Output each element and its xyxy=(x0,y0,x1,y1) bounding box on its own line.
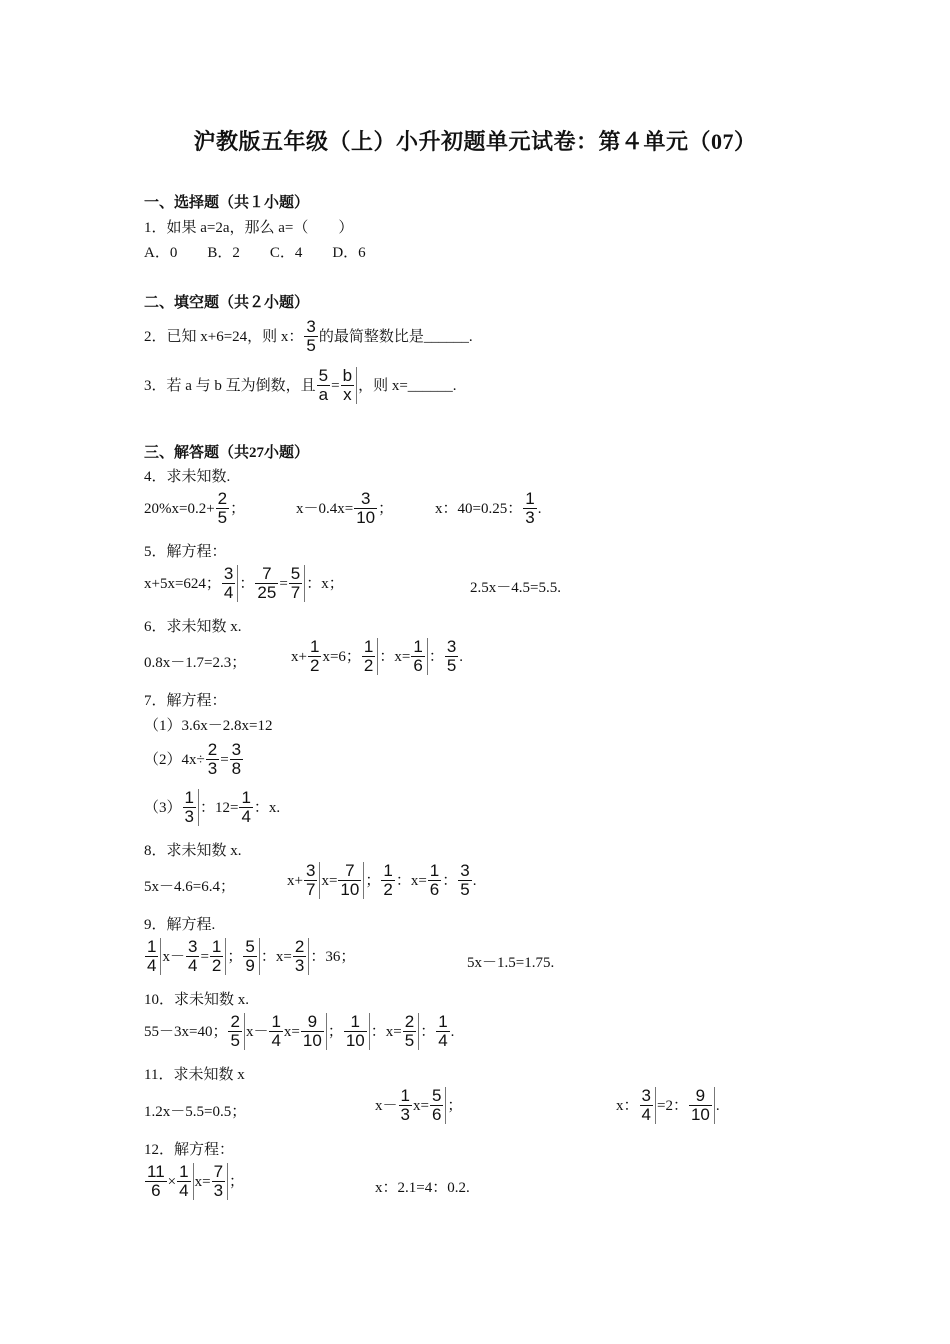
fraction: $\frac{3}{4}$ xyxy=(187,937,198,975)
question-10-label: 10．求未知数 x. xyxy=(144,992,250,1008)
question-5-eq2: 2.5x－4.5=5.5. xyxy=(470,580,561,596)
fraction: $\frac{1}{4}$ xyxy=(438,1012,448,1050)
question-1-options: A．0 B．2 C．4 D．6 xyxy=(144,245,366,261)
question-4-label: 4．求未知数. xyxy=(144,469,231,485)
fraction: $\frac{b}{x}$ xyxy=(341,367,357,404)
fraction: $\frac{2}{5}$ xyxy=(228,1013,244,1050)
question-4-eq3: x：40=0.25： $\frac{1}{3}$ . xyxy=(435,489,542,527)
question-7-eq2: （2）4x÷ $\frac{2}{3}$ = $\frac{3}{8}$ xyxy=(144,740,242,778)
section-heading-choice: 一、选择题（共１小题） xyxy=(144,195,310,211)
fraction: $\frac{7}{3}$ xyxy=(212,1163,228,1200)
fraction: $\frac{1}{3}$ xyxy=(400,1086,410,1124)
question-8-eq2: x+ $\frac{3}{7}$ x= $\frac{7}{10}$ ； $\frac{1}{2}$ ：x= $\frac{1}{6}$ ： $\frac{3}{5}$ . xyxy=(287,861,477,899)
fraction: $\frac{11}{6}$ xyxy=(147,1162,165,1200)
question-9-eq2: 5x－1.5=1.75. xyxy=(467,955,555,971)
question-4-eq1: 20%x=0.2+ $\frac{2}{5}$ ； xyxy=(144,489,246,527)
question-3 xyxy=(144,367,457,404)
question-3-text: 3．若 a 与 b 互为倒数，且 xyxy=(144,377,316,394)
question-12-eq1: $\frac{11}{6}$ × $\frac{1}{4}$ x= $\frac{7}{3}$ ； xyxy=(147,1162,245,1200)
fraction: $\frac{1}{2}$ xyxy=(383,861,393,899)
fraction: $\frac{3}{8}$ xyxy=(231,740,242,778)
fraction: $\frac{1}{2}$ xyxy=(309,637,320,675)
question-6-eq2: x+ $\frac{1}{2}$ x=6； $\frac{1}{2}$ ：x= $\frac{1}{6}$ ： $\frac{3}{5}$ . xyxy=(291,637,464,675)
question-11-label: 11．求未知数 x xyxy=(144,1067,245,1083)
fraction: $\frac{1}{2}$ xyxy=(362,638,378,675)
question-10-eq1: 55－3x=40； $\frac{2}{5}$ x－ $\frac{1}{4}$ x= $\frac{9}{10}$ ； $\frac{1}{10}$ ：x= $\frac{2}{5}$ ： $\frac{1}{4}$ . xyxy=(144,1012,455,1050)
section-heading-fill: 二、填空题（共２小题） xyxy=(144,295,310,311)
fraction: $\frac{3}{5}$ xyxy=(306,317,316,355)
fraction: $\frac{9}{10}$ xyxy=(301,1013,327,1050)
fraction: $\frac{1}{3}$ xyxy=(183,789,199,826)
question-2 xyxy=(144,318,473,355)
fraction: $\frac{2}{5}$ xyxy=(403,1013,419,1050)
question-12-eq2: x：2.1=4：0.2. xyxy=(375,1180,470,1196)
question-8-eq1: 5x－4.6=6.4； xyxy=(144,879,235,895)
fraction: $\frac{1}{6}$ xyxy=(429,861,440,899)
fraction: $\frac{2}{3}$ xyxy=(293,938,309,975)
question-11-eq3: x： $\frac{3}{4}$ =2： $\frac{9}{10}$ . xyxy=(616,1086,720,1124)
question-2-tail: 的最简整数比是______. xyxy=(318,328,473,345)
question-5-eq1: x+5x=624； $\frac{3}{4}$ ： $\frac{7}{25}$ = $\frac{5}{7}$ ：x； xyxy=(144,564,344,602)
question-9-eq1: $\frac{1}{4}$ x－ $\frac{3}{4}$ = $\frac{1}{2}$ ； $\frac{5}{9}$ ：x= $\frac{2}{3}$ ：36； xyxy=(147,937,356,975)
fraction: $\frac{3}{5}$ xyxy=(460,861,470,899)
fraction: $\frac{1}{4}$ xyxy=(271,1012,281,1050)
question-6-label: 6．求未知数 x. xyxy=(144,619,242,635)
question-1-stem: 1．如果 a=2a，那么 a=（ ） xyxy=(144,220,354,236)
fraction: $\frac{7}{25}$ xyxy=(257,564,277,602)
fraction: $\frac{1}{3}$ xyxy=(525,489,535,527)
question-7-eq1: （1）3.6x－2.8x=12 xyxy=(144,718,273,734)
fraction: $\frac{3}{5}$ xyxy=(446,637,457,675)
fraction: $\frac{1}{6}$ xyxy=(411,638,427,675)
fraction: $\frac{1}{4}$ xyxy=(145,938,161,975)
fraction: $\frac{1}{4}$ xyxy=(177,1163,193,1200)
fraction: $\frac{1}{10}$ xyxy=(344,1013,370,1050)
fraction: $\frac{1}{2}$ xyxy=(210,938,226,975)
fraction: $\frac{5}{7}$ xyxy=(289,565,305,602)
question-7-eq3: （3） $\frac{1}{3}$ ：12= $\frac{1}{4}$ ：x. xyxy=(144,788,281,826)
fraction: $\frac{7}{10}$ xyxy=(338,862,364,899)
question-12-label: 12．解方程： xyxy=(144,1142,235,1158)
fraction: $\frac{3}{10}$ xyxy=(356,489,376,527)
question-11-eq1: 1.2x－5.5=0.5； xyxy=(144,1104,247,1120)
fraction: $\frac{2}{5}$ xyxy=(217,489,228,527)
question-7-label: 7．解方程： xyxy=(144,693,227,709)
fraction: $\frac{3}{4}$ xyxy=(640,1087,656,1124)
fraction: $\frac{5}{9}$ xyxy=(243,938,259,975)
question-8-label: 8．求未知数 x. xyxy=(144,843,242,859)
fraction: $\frac{5}{6}$ xyxy=(430,1087,446,1124)
question-11-eq2: x－ $\frac{1}{3}$ x= $\frac{5}{6}$ ； xyxy=(375,1086,463,1124)
page-title: 沪教版五年级（上）小升初题单元试卷：第４单元（07） xyxy=(193,129,757,154)
fraction: $\frac{5}{a}$ xyxy=(318,366,329,404)
question-3-tail: ，则 x=______. xyxy=(358,377,457,394)
fraction: $\frac{3}{4}$ xyxy=(222,565,238,602)
question-6-eq1: 0.8x－1.7=2.3； xyxy=(144,655,247,671)
fraction: $\frac{1}{4}$ xyxy=(241,788,251,826)
section-heading-solve: 三、解答题（共27小题） xyxy=(144,445,310,461)
fraction: $\frac{9}{10}$ xyxy=(689,1087,715,1124)
fraction: $\frac{2}{3}$ xyxy=(207,740,218,778)
question-5-label: 5．解方程： xyxy=(144,544,227,560)
fraction: $\frac{3}{7}$ xyxy=(304,862,320,899)
equals-sign: = xyxy=(331,377,340,394)
question-9-label: 9．解方程. xyxy=(144,917,216,933)
question-2-text: 2．已知 x+6=24，则 x： xyxy=(144,328,304,345)
question-4-eq2: x－0.4x= $\frac{3}{10}$ ； xyxy=(296,489,394,527)
